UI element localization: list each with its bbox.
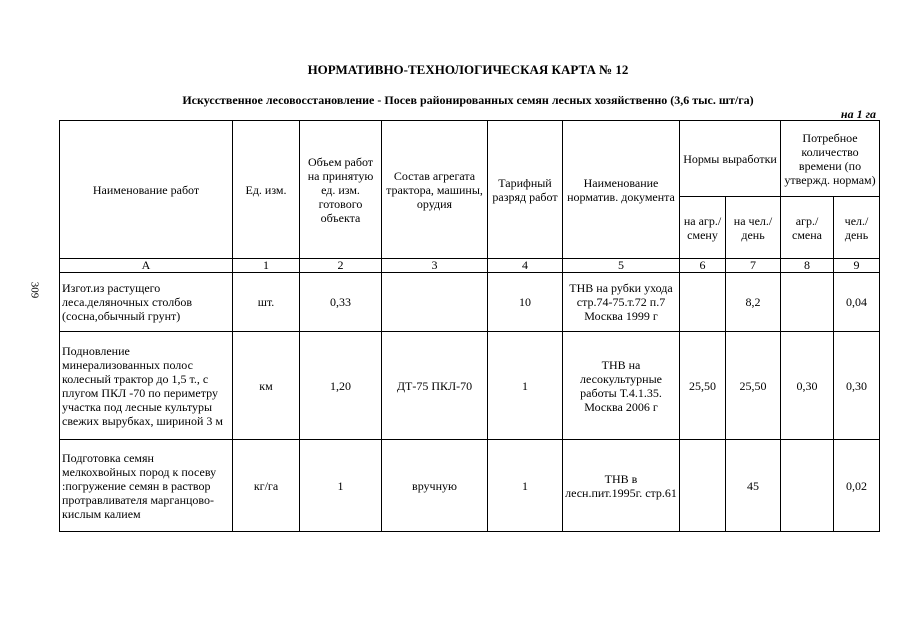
page-number: 309 — [28, 281, 41, 299]
header-unit: Ед. изм. — [233, 121, 300, 259]
cell-tariff: 10 — [488, 273, 563, 332]
column-number-row — [60, 259, 880, 273]
col-number: 5 — [563, 259, 680, 273]
header-per-agr-shift: на агр./ смену — [680, 197, 726, 259]
cell-agr-shift: 0,30 — [781, 332, 834, 440]
cell-work-name: Подновление минерализованных полос колесный трактор до 1,5 т., с плугом ПКЛ -70 по периметру участка под лесные культуры свежих вырубках, шириной 3 м — [60, 332, 233, 440]
cell-per-person-day: 45 — [726, 440, 781, 532]
col-number: А — [60, 259, 233, 273]
cell-document: ТНВ на лесокультурные работы Т.4.1.35. Москва 2006 г — [563, 332, 680, 440]
cell-agr-shift — [781, 273, 834, 332]
cell-work-name: Подготовка семян мелкохвойных пород к посеву :погружение семян в раствор протравливателя марганцово-кислым калием — [60, 440, 233, 532]
cell-per-agr-shift — [680, 273, 726, 332]
header-name: Наименование работ — [60, 121, 233, 259]
cell-volume: 0,33 — [300, 273, 382, 332]
col-number: 6 — [680, 259, 726, 273]
per-hectare-note: на 1 га — [840, 107, 876, 121]
col-number: 2 — [300, 259, 382, 273]
cell-per-person-day: 25,50 — [726, 332, 781, 440]
table-header-row — [60, 121, 880, 197]
col-number: 3 — [382, 259, 488, 273]
cell-unit: кг/га — [233, 440, 300, 532]
col-number: 1 — [233, 259, 300, 273]
cell-document: ТНВ на рубки ухода стр.74-75.т.72 п.7 Москва 1999 г — [563, 273, 680, 332]
cell-composition: вручную — [382, 440, 488, 532]
norms-table — [59, 120, 880, 532]
header-output-norms: Нормы выработки — [680, 121, 781, 197]
cell-agr-shift — [781, 440, 834, 532]
header-time-needed: Потребное количество времени (по утвержд. нормам) — [781, 121, 880, 197]
header-unit-composition: Состав агрегата трактора, машины, орудия — [382, 121, 488, 259]
header-volume: Объем работ на принятую ед. изм. готового объекта — [300, 121, 382, 259]
cell-composition — [382, 273, 488, 332]
header-person-day: чел./ день — [834, 197, 880, 259]
cell-person-day: 0,30 — [834, 332, 880, 440]
cell-person-day: 0,02 — [834, 440, 880, 532]
header-tariff: Тарифный разряд работ — [488, 121, 563, 259]
page-subtitle: Искусственное лесовосстановление - Посев районированных семян лесных хозяйственно (3,6 тыс. шт/га) — [182, 93, 754, 107]
cell-tariff: 1 — [488, 440, 563, 532]
col-number: 7 — [726, 259, 781, 273]
cell-unit: км — [233, 332, 300, 440]
cell-tariff: 1 — [488, 332, 563, 440]
cell-volume: 1 — [300, 440, 382, 532]
cell-document: ТНВ в лесн.пит.1995г. стр.61 — [563, 440, 680, 532]
col-number: 9 — [834, 259, 880, 273]
cell-person-day: 0,04 — [834, 273, 880, 332]
cell-work-name: Изгот.из растущего леса.деляночных столбов (сосна,обычный грунт) — [60, 273, 233, 332]
header-document: Наименование норматив. документа — [563, 121, 680, 259]
cell-per-person-day: 8,2 — [726, 273, 781, 332]
cell-per-agr-shift: 25,50 — [680, 332, 726, 440]
page-title: НОРМАТИВНО-ТЕХНОЛОГИЧЕСКАЯ КАРТА № 12 — [307, 62, 629, 77]
header-agr-shift: агр./ смена — [781, 197, 834, 259]
cell-unit: шт. — [233, 273, 300, 332]
table-row — [60, 440, 880, 532]
col-number: 4 — [488, 259, 563, 273]
table-row — [60, 273, 880, 332]
cell-volume: 1,20 — [300, 332, 382, 440]
header-per-person-day: на чел./ день — [726, 197, 781, 259]
cell-composition: ДТ-75 ПКЛ-70 — [382, 332, 488, 440]
col-number: 8 — [781, 259, 834, 273]
table-row — [60, 332, 880, 440]
cell-per-agr-shift — [680, 440, 726, 532]
